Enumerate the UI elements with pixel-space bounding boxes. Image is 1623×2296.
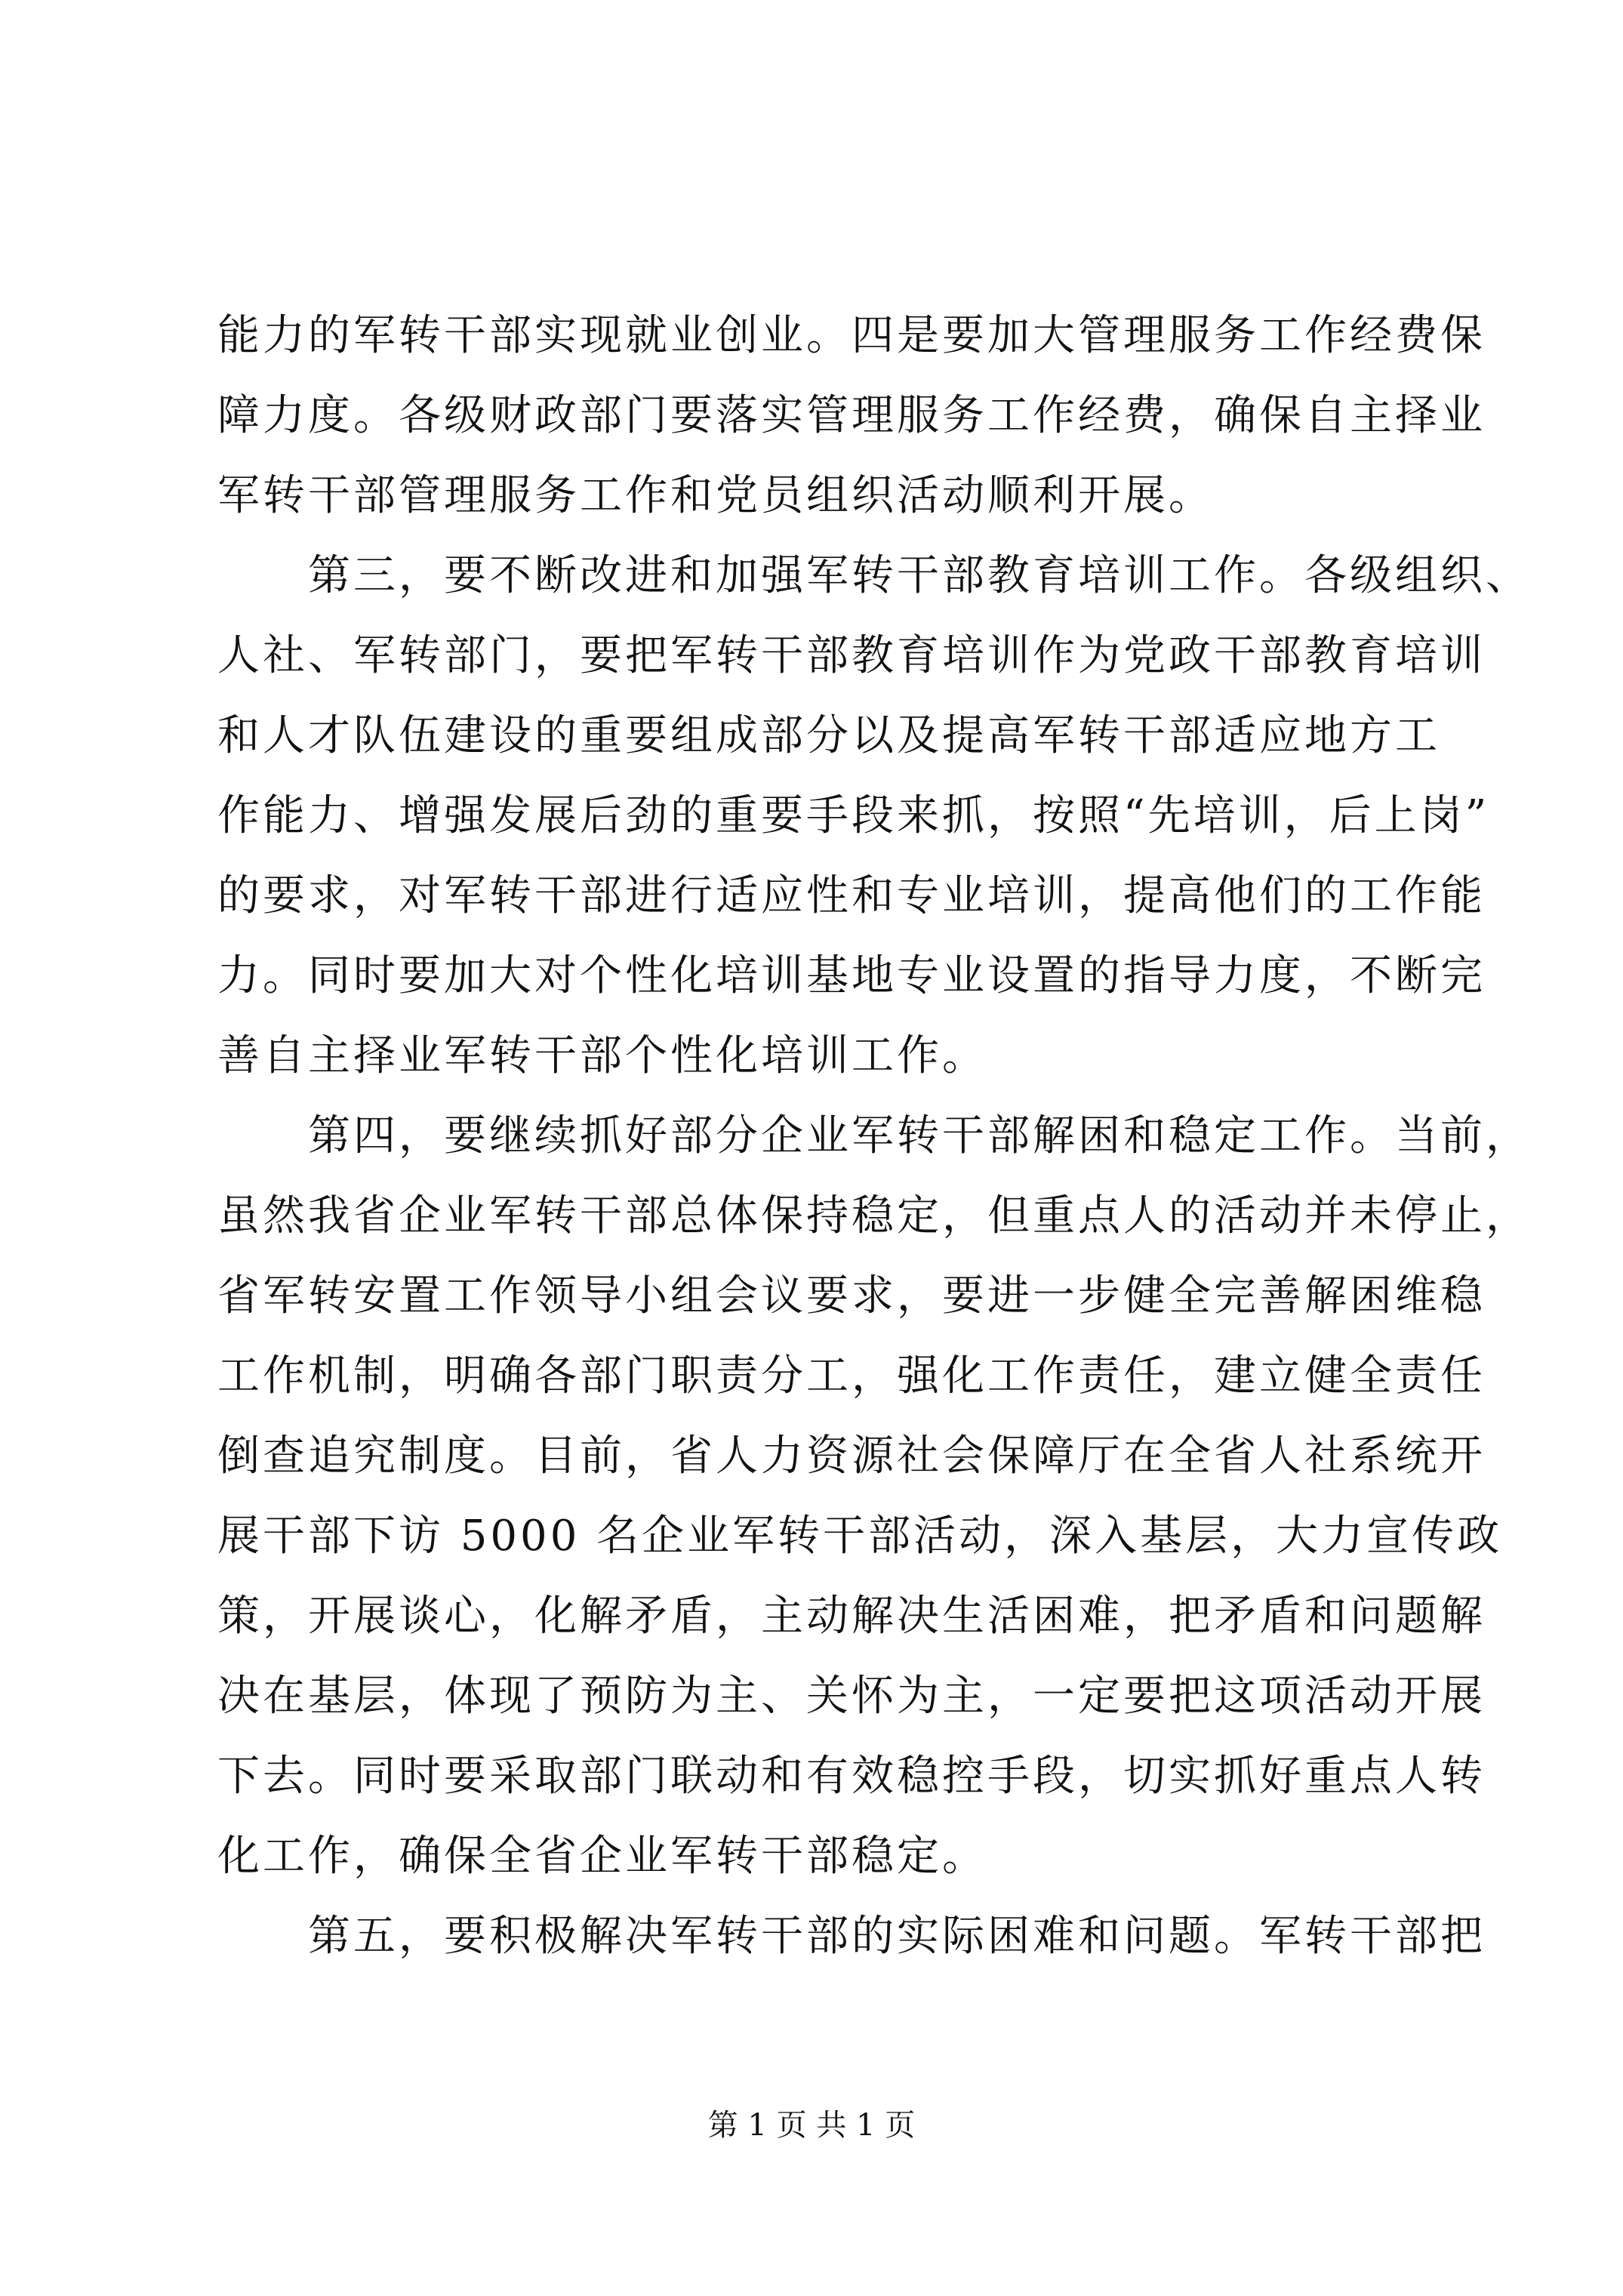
text-line: 军转干部管理服务工作和党员组织活动顺利开展。: [217, 471, 1214, 520]
text-line: 下去。同时要采取部门联动和有效稳控手段，切实抓好重点人转: [217, 1752, 1486, 1801]
text-line: 障力度。各级财政部门要落实管理服务工作经费，确保自主择业: [217, 391, 1486, 440]
text-line: 善自主择业军转干部个性化培训工作。: [217, 1031, 987, 1080]
text-line: 第四，要继续抓好部分企业军转干部解困和稳定工作。当前，: [217, 1111, 1531, 1160]
text-line: 和人才队伍建设的重要组成部分以及提高军转干部适应地方工: [217, 711, 1440, 760]
text-line: 的要求，对军转干部进行适应性和专业培训，提高他们的工作能: [217, 871, 1486, 920]
text-line: 化工作，确保全省企业军转干部稳定。: [217, 1832, 987, 1881]
text-line: 力。同时要加大对个性化培训基地专业设置的指导力度，不断完: [217, 951, 1486, 1000]
text-line: 第三，要不断改进和加强军转干部教育培训工作。各级组织、: [217, 551, 1531, 600]
text-line: 人社、军转部门，要把军转干部教育培训作为党政干部教育培训: [217, 631, 1486, 680]
text-line: 省军转安置工作领导小组会议要求，要进一步健全完善解困维稳: [217, 1271, 1486, 1321]
text-line: 工作机制，明确各部门职责分工，强化工作责任，建立健全责任: [217, 1351, 1486, 1401]
text-line: 第五，要积极解决军转干部的实际困难和问题。军转干部把: [217, 1912, 1486, 1961]
text-line: 展干部下访 5000 名企业军转干部活动，深入基层，大力宣传政: [217, 1512, 1503, 1561]
text-line: 策，开展谈心，化解矛盾，主动解决生活困难，把矛盾和问题解: [217, 1592, 1486, 1641]
text-line: 倒查追究制度。目前，省人力资源社会保障厅在全省人社系统开: [217, 1432, 1486, 1481]
page-footer: 第 1 页 共 1 页: [707, 2108, 916, 2143]
body-text: [217, 296, 1531, 1977]
text-line: 能力的军转干部实现就业创业。四是要加大管理服务工作经费保: [217, 311, 1486, 360]
text-line: 虽然我省企业军转干部总体保持稳定，但重点人的活动并未停止，: [217, 1191, 1531, 1240]
text-line: 作能力、增强发展后劲的重要手段来抓，按照“先培训，后上岗”: [217, 791, 1490, 840]
text-line: 决在基层，体现了预防为主、关怀为主，一定要把这项活动开展: [217, 1672, 1486, 1721]
